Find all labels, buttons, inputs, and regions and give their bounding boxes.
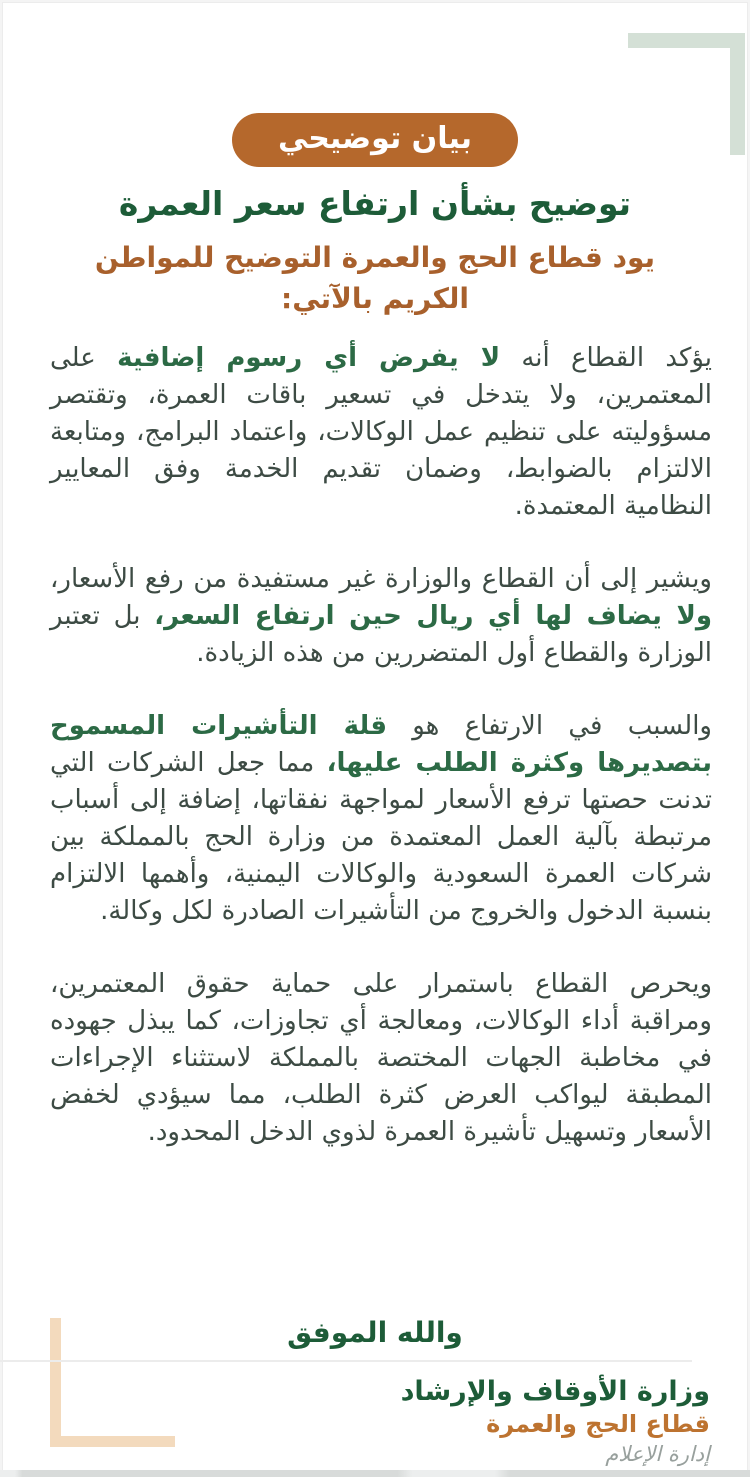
statement-paragraph <box>50 561 712 672</box>
body-text-segment: بل تعتبر الوزارة والقطاع أول المتضررين من هذه الزيادة. <box>50 601 712 668</box>
statement-body <box>50 340 712 1187</box>
statement-paragraph <box>50 340 712 525</box>
corner-bracket-top-right-horizontal <box>628 33 745 48</box>
highlighted-text: لا يفرض أي رسوم إضافية <box>117 343 501 373</box>
body-text-segment: ويشير إلى أن القطاع والوزارة غير مستفيدة من رفع الأسعار، <box>50 564 712 594</box>
page-subtitle: يود قطاع الحج والعمرة التوضيح للمواطن الكريم بالآتي: <box>94 241 656 315</box>
body-text-segment: على المعتمرين، ولا يتدخل في تسعير باقات العمرة، وتقتصر مسؤوليته على تنظيم عمل الوكالات، واعتماد البرامج، ومتابعة الالتزام بالضوابط، وضمان تقديم الخدمة وفق المعايير النظامية المعتمدة. <box>50 343 712 521</box>
closing-phrase: والله الموفق <box>287 1316 463 1349</box>
highlighted-text: قلة التأشيرات المسموح بتصديرها وكثرة الطلب عليها، <box>50 711 712 778</box>
sector-name: قطاع الحج والعمرة <box>486 1410 710 1438</box>
body-text-segment: مما جعل الشركات التي تدنت حصتها ترفع الأسعار لمواجهة نفقاتها، إضافة إلى أسباب مرتبطة بآلية العمل المعتمدة من وزارة الحج بالمملكة بين شركات العمرة السعودية والوكالات اليمنية، وأهمها الالتزام بنسبة الدخول والخروج من التأشيرات الصادرة لكل وكالة. <box>50 748 712 926</box>
body-text-segment: ويحرص القطاع باستمرار على حماية حقوق المعتمرين، ومراقبة أداء الوكالات، ومعالجة أي تجاوزات، كما يبذل جهوده في مخاطبة الجهات المختصة بالمملكة لاستثناء الإجراءات المطبقة ليواكب العرض كثرة الطلب، مما سيؤدي لخفض الأسعار وتسهيل تأشيرة العمرة لذوي الدخل المحدود. <box>50 969 712 1147</box>
ministry-name: وزارة الأوقاف والإرشاد <box>400 1376 710 1407</box>
body-text-segment: والسبب في الارتفاع هو <box>386 711 712 741</box>
page-title: توضيح بشأن ارتفاع سعر العمرة <box>118 184 632 223</box>
statement-type-badge <box>0 113 750 167</box>
highlighted-text: ولا يضاف لها أي ريال حين ارتفاع السعر، <box>154 601 712 631</box>
bottom-edge-strip <box>0 1470 750 1477</box>
statement-paragraph <box>50 966 712 1151</box>
footer-divider <box>0 1360 692 1362</box>
statement-type-badge-label: بيان توضيحي <box>232 113 518 167</box>
media-department-signature: إدارة الإعلام <box>605 1442 710 1466</box>
body-text-segment: يؤكد القطاع أنه <box>500 343 713 373</box>
statement-paragraph <box>50 708 712 930</box>
